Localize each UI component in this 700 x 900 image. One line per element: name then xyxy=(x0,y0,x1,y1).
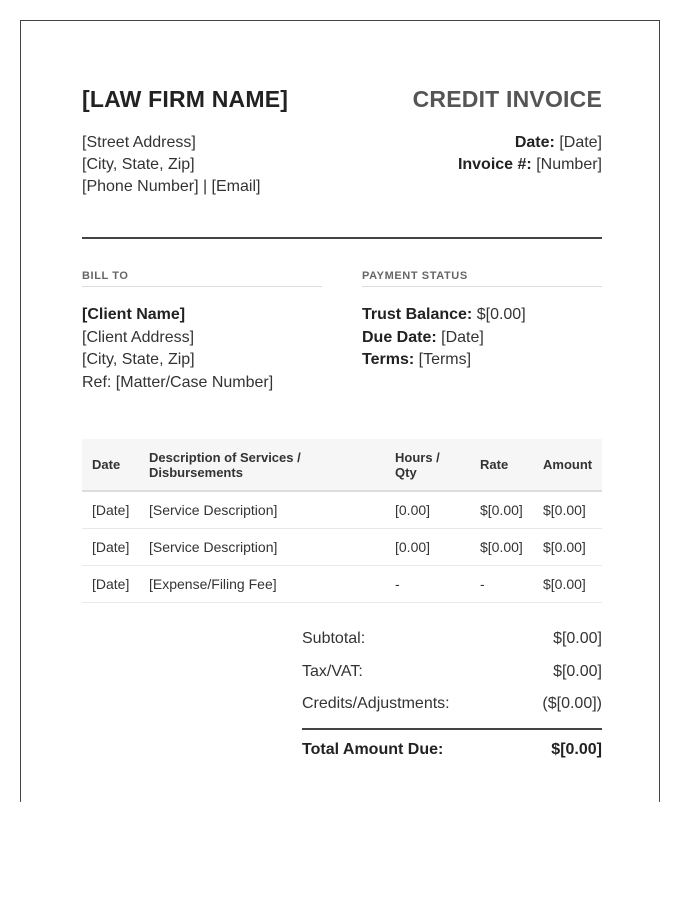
client-address: [Client Address] xyxy=(82,328,195,346)
tax-label: Tax/VAT: xyxy=(302,662,363,680)
firm-name: [LAW FIRM NAME] xyxy=(82,86,289,112)
credits-label: Credits/Adjustments: xyxy=(302,695,450,712)
bill-to-details xyxy=(82,304,322,394)
col-description-header: Description of Services / Disbursements xyxy=(139,439,385,491)
case-reference: Ref: [Matter/Case Number] xyxy=(82,373,274,391)
header-divider xyxy=(82,237,602,239)
invoice-date-value: [Date] xyxy=(559,134,602,151)
invoice-header xyxy=(82,85,602,113)
trust-balance-value: $[0.00] xyxy=(476,306,526,323)
invoice-number xyxy=(458,154,602,176)
cell-rate: $[0.00] xyxy=(470,491,533,529)
table-header-row xyxy=(82,439,602,491)
total-due-label: Total Amount Due: xyxy=(302,740,444,758)
col-qty-header: Hours / Qty xyxy=(385,439,470,491)
totals-section xyxy=(302,628,602,759)
cell-amount: $[0.00] xyxy=(533,566,602,603)
trust-balance xyxy=(362,304,602,327)
cell-amount: $[0.00] xyxy=(533,529,602,566)
total-due-row xyxy=(302,741,602,759)
terms-value: [Terms] xyxy=(418,351,472,368)
cell-date: [Date] xyxy=(82,491,139,529)
due-date-value: [Date] xyxy=(441,328,484,346)
firm-address xyxy=(82,132,260,198)
bill-to-label: BILL TO xyxy=(82,270,322,287)
col-rate-header: Rate xyxy=(470,439,533,491)
cell-amount: $[0.00] xyxy=(533,491,602,529)
address-row xyxy=(82,132,602,198)
subtotal-label: Subtotal: xyxy=(302,630,366,647)
line-items-table xyxy=(82,439,602,603)
invoice-date-label: Date: xyxy=(514,134,555,151)
table-row xyxy=(82,529,602,566)
cell-qty: - xyxy=(385,566,470,603)
terms xyxy=(362,349,602,372)
client-city: [City, State, Zip] xyxy=(82,351,195,368)
table-row xyxy=(82,566,602,603)
payment-status-section xyxy=(362,270,602,394)
credits-value: ($[0.00]) xyxy=(542,695,602,712)
invoice-page xyxy=(20,20,660,802)
invoice-content xyxy=(82,85,602,759)
tax-row xyxy=(302,661,602,694)
terms-label: Terms: xyxy=(362,351,415,368)
info-row xyxy=(82,270,602,394)
cell-qty: [0.00] xyxy=(385,529,470,566)
cell-qty: [0.00] xyxy=(385,491,470,529)
invoice-title: CREDIT INVOICE xyxy=(412,86,602,112)
cell-rate: - xyxy=(470,566,533,603)
payment-status-details xyxy=(362,304,602,372)
firm-contact: [Phone Number] | [Email] xyxy=(82,178,261,195)
invoice-number-value: [Number] xyxy=(536,156,602,173)
trust-balance-label: Trust Balance: xyxy=(362,306,473,323)
cell-date: [Date] xyxy=(82,529,139,566)
due-date xyxy=(362,327,602,350)
invoice-meta xyxy=(458,132,602,198)
payment-status-label: PAYMENT STATUS xyxy=(362,270,602,287)
invoice-number-label: Invoice #: xyxy=(457,156,532,173)
subtotal-row xyxy=(302,628,602,661)
tax-value: $[0.00] xyxy=(553,662,602,680)
credits-row xyxy=(302,693,602,726)
invoice-date xyxy=(458,132,602,154)
cell-date: [Date] xyxy=(82,566,139,603)
cell-description: [Expense/Filing Fee] xyxy=(139,566,385,603)
firm-street: [Street Address] xyxy=(82,134,196,151)
total-due-value: $[0.00] xyxy=(551,740,602,758)
firm-city: [City, State, Zip] xyxy=(82,156,195,173)
bill-to-section xyxy=(82,270,322,394)
cell-description: [Service Description] xyxy=(139,491,385,529)
col-date-header: Date xyxy=(82,439,139,491)
col-amount-header: Amount xyxy=(533,439,602,491)
table-row xyxy=(82,491,602,529)
client-name: [Client Name] xyxy=(82,306,186,323)
cell-description: [Service Description] xyxy=(139,529,385,566)
cell-rate: $[0.00] xyxy=(470,529,533,566)
subtotal-value: $[0.00] xyxy=(553,630,602,647)
totals-divider xyxy=(302,728,602,730)
due-date-label: Due Date: xyxy=(362,328,437,346)
